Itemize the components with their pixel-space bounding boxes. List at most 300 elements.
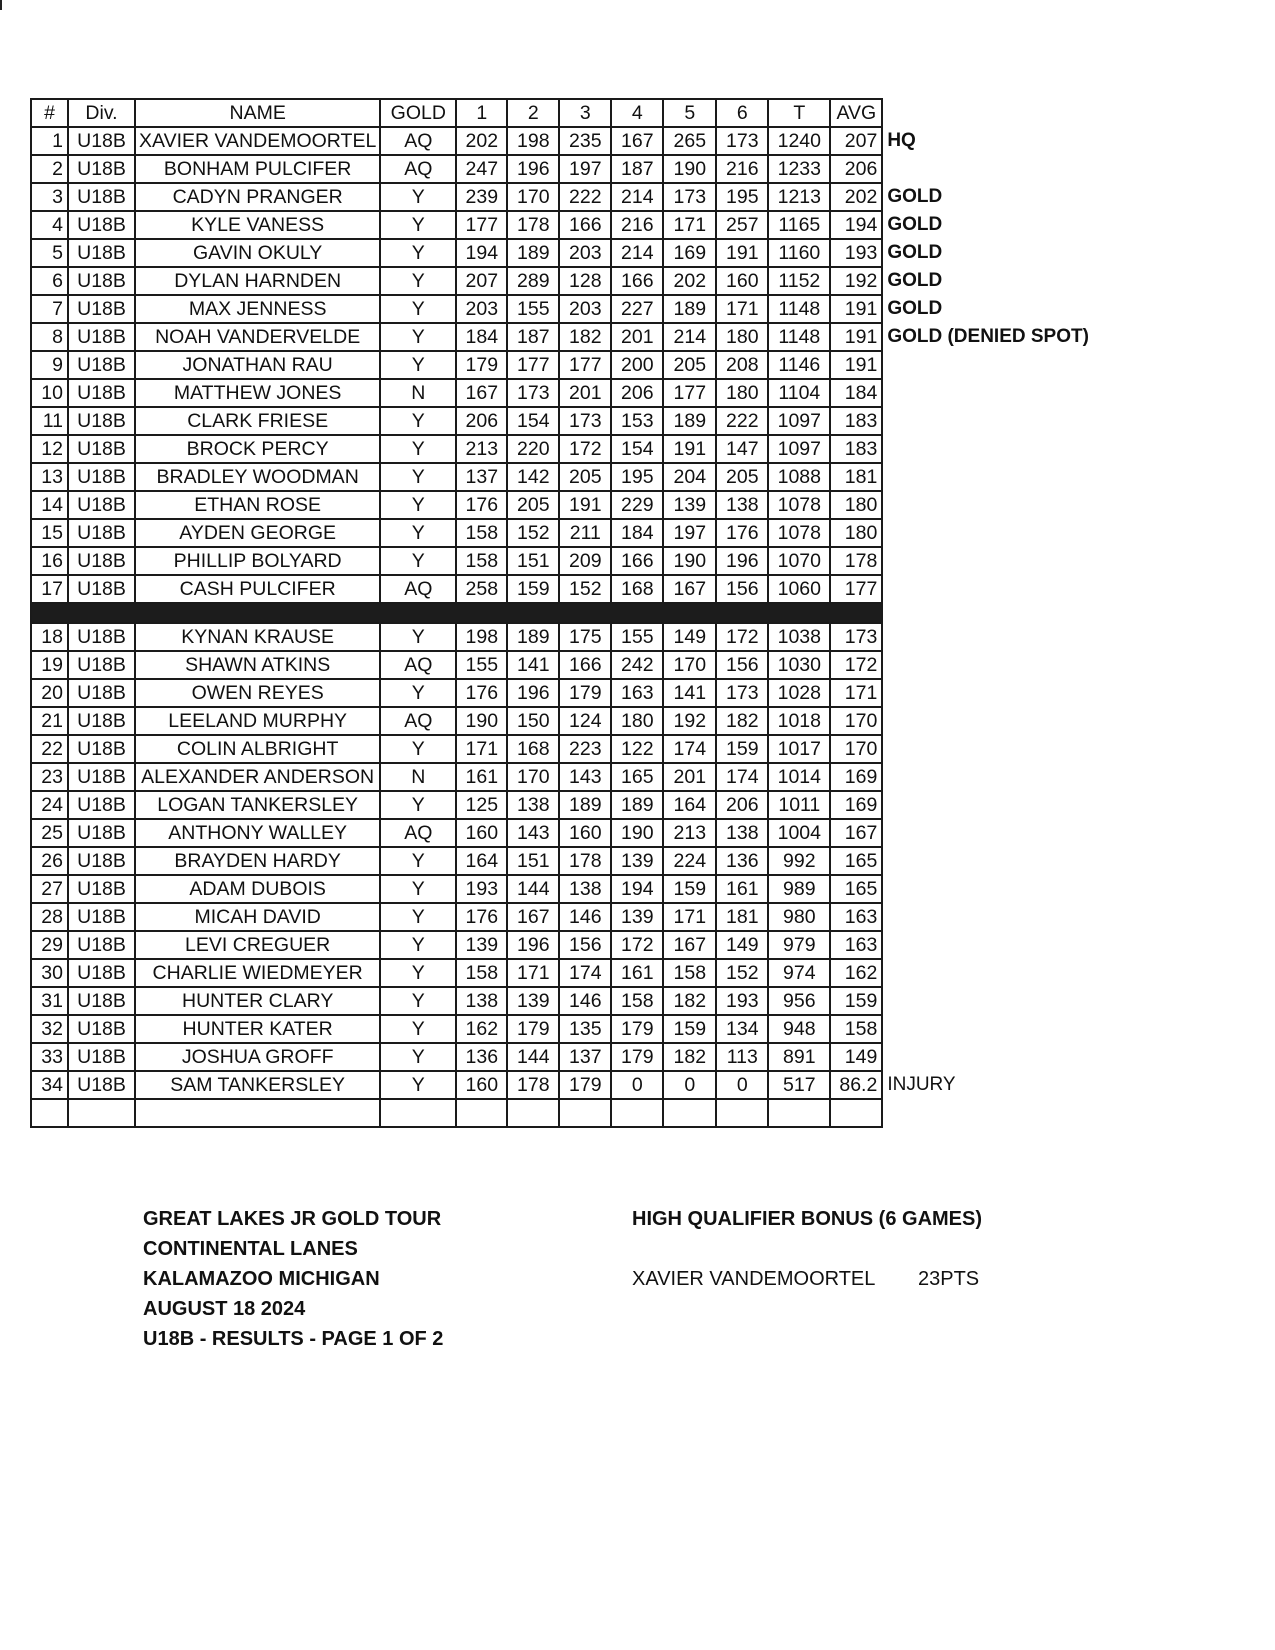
cell-game-6: 161 [716, 875, 768, 903]
cell-average: 173 [830, 623, 882, 651]
cell-game-2: 187 [507, 323, 559, 351]
cell-gold: Y [380, 239, 456, 267]
cell-game-5: 159 [663, 1015, 716, 1043]
cell-division: U18B [68, 407, 135, 435]
cell-name: NOAH VANDERVELDE [135, 323, 380, 351]
cell-gold: Y [380, 791, 456, 819]
cell-name: ALEXANDER ANDERSON [135, 763, 380, 791]
cell-name: MAX JENNESS [135, 295, 380, 323]
cell-game-2: 173 [507, 379, 559, 407]
cut-line-bar [31, 603, 882, 623]
table-row [31, 791, 1102, 819]
cell-total: 1097 [768, 407, 830, 435]
cell-game-3: 166 [559, 651, 611, 679]
cell-note [882, 931, 1102, 959]
cell-game-6: 149 [716, 931, 768, 959]
table-row [31, 519, 1102, 547]
cell-division: U18B [68, 847, 135, 875]
cell-game-5: 192 [663, 707, 716, 735]
cell-game-5: 205 [663, 351, 716, 379]
cell-rank: 20 [31, 679, 68, 707]
cell-rank: 24 [31, 791, 68, 819]
cell-note [882, 735, 1102, 763]
cell-note [882, 351, 1102, 379]
cell-note: HQ [887, 130, 916, 151]
cell-game-3: 201 [559, 379, 611, 407]
cell-game-5: 190 [663, 155, 716, 183]
cell-game-2: 171 [507, 959, 559, 987]
cell-division: U18B [68, 127, 135, 155]
cell-game-2: 151 [507, 547, 559, 575]
header-gold: GOLD [380, 99, 456, 127]
cell-division: U18B [68, 267, 135, 295]
cell-game-4: 216 [611, 211, 663, 239]
cell-game-6: 176 [716, 519, 768, 547]
cell-gold: N [380, 379, 456, 407]
cell-gold: Y [380, 491, 456, 519]
cell-game-3: 137 [559, 1043, 611, 1071]
cell-total: 1014 [768, 763, 830, 791]
event-tour: GREAT LAKES JR GOLD TOUR [143, 1208, 442, 1230]
cell-total: 948 [768, 1015, 830, 1043]
cell-note: GOLD [887, 242, 943, 263]
cell-total: 1160 [768, 239, 830, 267]
hq-bonus-points: 23PTS [918, 1268, 980, 1290]
blank-section [31, 1099, 1102, 1127]
event-page: U18B - RESULTS - PAGE 1 OF 2 [143, 1328, 444, 1350]
cell-game-1: 125 [456, 791, 507, 819]
cell-rank: 6 [31, 267, 68, 295]
cell-name: KYNAN KRAUSE [135, 623, 380, 651]
cell-game-3: 174 [559, 959, 611, 987]
cell-note [882, 1043, 1102, 1071]
cell-total: 1038 [768, 623, 830, 651]
cell-game-2: 142 [507, 463, 559, 491]
cell-gold: AQ [380, 155, 456, 183]
cell-game-3: 172 [559, 435, 611, 463]
cell-total: 1078 [768, 491, 830, 519]
cell-average: 177 [830, 575, 882, 603]
cell-rank: 15 [31, 519, 68, 547]
cell-total: 956 [768, 987, 830, 1015]
cell-game-1: 162 [456, 1015, 507, 1043]
cell-game-5: 170 [663, 651, 716, 679]
cell-average: 206 [830, 155, 882, 183]
cell-game-6: 216 [716, 155, 768, 183]
cell-rank: 22 [31, 735, 68, 763]
cell-game-4: 242 [611, 651, 663, 679]
cell-game-3: 177 [559, 351, 611, 379]
cell-game-5: 204 [663, 463, 716, 491]
cell-game-3: 223 [559, 735, 611, 763]
cell-game-1: 160 [456, 1071, 507, 1099]
cell-division: U18B [68, 707, 135, 735]
cell-game-1: 158 [456, 547, 507, 575]
cell-game-4: 122 [611, 735, 663, 763]
cell-total: 1017 [768, 735, 830, 763]
cell-game-3: 197 [559, 155, 611, 183]
cell-name: MICAH DAVID [135, 903, 380, 931]
cell-game-5: 141 [663, 679, 716, 707]
results-table [30, 98, 1103, 1128]
cell-note [882, 519, 1102, 547]
cell-note [882, 575, 1102, 603]
cell-game-5: 224 [663, 847, 716, 875]
cell-game-6: 136 [716, 847, 768, 875]
cell-average: 159 [830, 987, 882, 1015]
cell-game-3: 179 [559, 679, 611, 707]
cell-game-6: 206 [716, 791, 768, 819]
cut-line-divider [31, 603, 1102, 623]
cell-note [882, 791, 1102, 819]
cell-game-3: 211 [559, 519, 611, 547]
cell-average: 180 [830, 491, 882, 519]
cell-name: KYLE VANESS [135, 211, 380, 239]
cell-gold: Y [380, 735, 456, 763]
cell-game-1: 176 [456, 903, 507, 931]
cell-rank: 1 [31, 127, 68, 155]
cell-total: 1028 [768, 679, 830, 707]
cell-game-6: 138 [716, 491, 768, 519]
hq-bonus-name: XAVIER VANDEMOORTEL [632, 1268, 876, 1290]
cell-name: JONATHAN RAU [135, 351, 380, 379]
cell-game-5: 149 [663, 623, 716, 651]
cell-game-6: 182 [716, 707, 768, 735]
cell-game-5: 177 [663, 379, 716, 407]
cell-name: LEELAND MURPHY [135, 707, 380, 735]
cell-game-4: 166 [611, 267, 663, 295]
cell-game-2: 143 [507, 819, 559, 847]
cell-game-1: 206 [456, 407, 507, 435]
cell-note [882, 623, 1102, 651]
cell-game-2: 170 [507, 763, 559, 791]
header-note-spacer [882, 99, 1102, 127]
table-row [31, 183, 1102, 211]
cell-game-3: 175 [559, 623, 611, 651]
cell-game-1: 203 [456, 295, 507, 323]
cell-note [882, 379, 1102, 407]
cell-game-4: 163 [611, 679, 663, 707]
table-row [31, 1071, 1102, 1099]
cell-game-2: 159 [507, 575, 559, 603]
cell-name: CADYN PRANGER [135, 183, 380, 211]
cell-note [882, 987, 1102, 1015]
header-rank: # [31, 99, 68, 127]
cell-gold: Y [380, 623, 456, 651]
cell-gold: Y [380, 435, 456, 463]
cell-rank: 9 [31, 351, 68, 379]
cell-average: 194 [830, 211, 882, 239]
cell-game-4: 214 [611, 239, 663, 267]
cell-average: 172 [830, 651, 882, 679]
cell-total: 989 [768, 875, 830, 903]
cell-game-5: 202 [663, 267, 716, 295]
cell-note [882, 155, 1102, 183]
cell-game-5: 174 [663, 735, 716, 763]
cell-gold: Y [380, 959, 456, 987]
cell-note [882, 491, 1102, 519]
cell-game-2: 139 [507, 987, 559, 1015]
cell-game-1: 213 [456, 435, 507, 463]
cell-division: U18B [68, 735, 135, 763]
cell-rank: 13 [31, 463, 68, 491]
cell-gold: Y [380, 267, 456, 295]
cell-game-1: 167 [456, 379, 507, 407]
cell-average: 170 [830, 707, 882, 735]
cell-game-6: 208 [716, 351, 768, 379]
cell-game-4: 166 [611, 547, 663, 575]
cell-game-2: 150 [507, 707, 559, 735]
cell-rank: 2 [31, 155, 68, 183]
cell-game-6: 156 [716, 651, 768, 679]
header-game-6: 6 [716, 99, 768, 127]
cell-rank: 10 [31, 379, 68, 407]
cell-game-3: 143 [559, 763, 611, 791]
event-info [143, 1204, 443, 1354]
cell-game-5: 197 [663, 519, 716, 547]
cell-game-1: 161 [456, 763, 507, 791]
cell-name: BROCK PERCY [135, 435, 380, 463]
cell-game-3: 205 [559, 463, 611, 491]
cell-total: 1104 [768, 379, 830, 407]
cell-game-6: 0 [716, 1071, 768, 1099]
cell-division: U18B [68, 959, 135, 987]
cell-game-1: 176 [456, 491, 507, 519]
cell-gold: Y [380, 875, 456, 903]
cell-game-1: 158 [456, 959, 507, 987]
cell-average: 191 [830, 351, 882, 379]
cell-game-3: 124 [559, 707, 611, 735]
cell-gold: Y [380, 987, 456, 1015]
header-name: NAME [135, 99, 380, 127]
cell-gold: Y [380, 1043, 456, 1071]
table-row [31, 379, 1102, 407]
cell-game-6: 160 [716, 267, 768, 295]
cell-game-4: 179 [611, 1015, 663, 1043]
cell-total: 1018 [768, 707, 830, 735]
cell-game-1: 139 [456, 931, 507, 959]
cell-game-2: 170 [507, 183, 559, 211]
table-row [31, 351, 1102, 379]
cell-game-4: 167 [611, 127, 663, 155]
cell-gold: Y [380, 931, 456, 959]
cell-total: 1146 [768, 351, 830, 379]
cell-division: U18B [68, 791, 135, 819]
table-row [31, 575, 1102, 603]
cell-game-4: 214 [611, 183, 663, 211]
cell-game-1: 179 [456, 351, 507, 379]
cell-division: U18B [68, 1043, 135, 1071]
cell-name: HUNTER KATER [135, 1015, 380, 1043]
cell-gold: Y [380, 679, 456, 707]
cell-game-4: 158 [611, 987, 663, 1015]
cell-game-1: 160 [456, 819, 507, 847]
cell-average: 163 [830, 931, 882, 959]
table-row [31, 491, 1102, 519]
cell-game-3: 209 [559, 547, 611, 575]
cell-rank: 3 [31, 183, 68, 211]
cell-game-4: 161 [611, 959, 663, 987]
cell-game-1: 177 [456, 211, 507, 239]
cell-game-4: 194 [611, 875, 663, 903]
cell-average: 183 [830, 435, 882, 463]
event-location: KALAMAZOO MICHIGAN [143, 1268, 380, 1290]
cell-game-1: 171 [456, 735, 507, 763]
results-top [31, 127, 1102, 603]
event-date: AUGUST 18 2024 [143, 1298, 306, 1320]
cell-game-6: 191 [716, 239, 768, 267]
cell-game-1: 184 [456, 323, 507, 351]
cell-game-2: 155 [507, 295, 559, 323]
cell-division: U18B [68, 819, 135, 847]
cell-game-5: 214 [663, 323, 716, 351]
cell-game-4: 201 [611, 323, 663, 351]
cell-rank: 33 [31, 1043, 68, 1071]
cell-rank: 18 [31, 623, 68, 651]
cell-rank: 21 [31, 707, 68, 735]
cell-game-6: 205 [716, 463, 768, 491]
cell-name: BRADLEY WOODMAN [135, 463, 380, 491]
cell-rank: 25 [31, 819, 68, 847]
cell-game-5: 182 [663, 1043, 716, 1071]
header-game-4: 4 [611, 99, 663, 127]
cell-game-4: 155 [611, 623, 663, 651]
table-row [31, 127, 1102, 155]
cell-game-1: 193 [456, 875, 507, 903]
cell-division: U18B [68, 931, 135, 959]
table-row [31, 987, 1102, 1015]
cell-average: 181 [830, 463, 882, 491]
cell-game-2: 178 [507, 1071, 559, 1099]
cell-name: LOGAN TANKERSLEY [135, 791, 380, 819]
cell-division: U18B [68, 183, 135, 211]
hq-bonus-title: HIGH QUALIFIER BONUS (6 GAMES) [632, 1208, 983, 1230]
cell-game-3: 138 [559, 875, 611, 903]
cell-game-4: 189 [611, 791, 663, 819]
cell-game-1: 138 [456, 987, 507, 1015]
cell-game-5: 171 [663, 211, 716, 239]
table-row [31, 875, 1102, 903]
table-row [31, 847, 1102, 875]
cell-gold: Y [380, 903, 456, 931]
cell-total: 1060 [768, 575, 830, 603]
cell-game-4: 154 [611, 435, 663, 463]
cell-game-4: 227 [611, 295, 663, 323]
cell-game-2: 205 [507, 491, 559, 519]
cell-game-3: 166 [559, 211, 611, 239]
cell-average: 165 [830, 847, 882, 875]
cell-game-2: 152 [507, 519, 559, 547]
cell-game-5: 139 [663, 491, 716, 519]
table-row [31, 623, 1102, 651]
cell-note: GOLD [887, 214, 943, 235]
cell-game-5: 201 [663, 763, 716, 791]
cell-game-3: 203 [559, 239, 611, 267]
cell-game-6: 156 [716, 575, 768, 603]
cell-game-2: 196 [507, 931, 559, 959]
table-row [31, 463, 1102, 491]
cell-average: 207 [830, 127, 882, 155]
cell-total: 1004 [768, 819, 830, 847]
cell-gold: Y [380, 847, 456, 875]
cell-note: GOLD [887, 186, 943, 207]
cell-note [882, 679, 1102, 707]
cell-game-4: 165 [611, 763, 663, 791]
cell-game-3: 191 [559, 491, 611, 519]
cell-game-6: 195 [716, 183, 768, 211]
cell-total: 979 [768, 931, 830, 959]
cell-total: 517 [768, 1071, 830, 1099]
cell-gold: Y [380, 407, 456, 435]
cell-division: U18B [68, 1071, 135, 1099]
cell-game-5: 164 [663, 791, 716, 819]
cell-game-2: 168 [507, 735, 559, 763]
cell-game-6: 171 [716, 295, 768, 323]
cell-game-2: 178 [507, 211, 559, 239]
cell-rank: 19 [31, 651, 68, 679]
cell-game-1: 137 [456, 463, 507, 491]
cell-game-5: 189 [663, 295, 716, 323]
cell-gold: Y [380, 211, 456, 239]
cell-game-3: 235 [559, 127, 611, 155]
cell-name: CASH PULCIFER [135, 575, 380, 603]
blank-row [31, 1099, 1102, 1127]
cell-game-5: 182 [663, 987, 716, 1015]
cell-game-1: 202 [456, 127, 507, 155]
cell-division: U18B [68, 679, 135, 707]
cell-note [882, 875, 1102, 903]
cell-game-4: 179 [611, 1043, 663, 1071]
cell-note [882, 463, 1102, 491]
cell-note: GOLD [887, 270, 943, 291]
cell-average: 178 [830, 547, 882, 575]
cell-division: U18B [68, 351, 135, 379]
table-row [31, 959, 1102, 987]
cell-gold: Y [380, 547, 456, 575]
cell-average: 86.2 [830, 1071, 882, 1099]
cell-note [882, 819, 1102, 847]
cell-average: 184 [830, 379, 882, 407]
cell-average: 163 [830, 903, 882, 931]
cell-division: U18B [68, 623, 135, 651]
cell-game-4: 229 [611, 491, 663, 519]
cell-total: 1152 [768, 267, 830, 295]
cell-game-2: 167 [507, 903, 559, 931]
cell-rank: 31 [31, 987, 68, 1015]
table-row [31, 323, 1102, 351]
cell-game-3: 156 [559, 931, 611, 959]
cell-game-2: 154 [507, 407, 559, 435]
cell-average: 169 [830, 791, 882, 819]
cell-division: U18B [68, 211, 135, 239]
cell-total: 980 [768, 903, 830, 931]
cell-game-6: 138 [716, 819, 768, 847]
cell-rank: 27 [31, 875, 68, 903]
cell-game-1: 207 [456, 267, 507, 295]
cell-rank: 8 [31, 323, 68, 351]
table-row [31, 1015, 1102, 1043]
cell-rank: 23 [31, 763, 68, 791]
cell-division: U18B [68, 155, 135, 183]
cutline-section [31, 603, 1102, 623]
cell-rank: 28 [31, 903, 68, 931]
cell-rank: 32 [31, 1015, 68, 1043]
cell-game-1: 164 [456, 847, 507, 875]
cell-game-4: 139 [611, 847, 663, 875]
table-row [31, 407, 1102, 435]
cell-division: U18B [68, 575, 135, 603]
header-division: Div. [68, 99, 135, 127]
